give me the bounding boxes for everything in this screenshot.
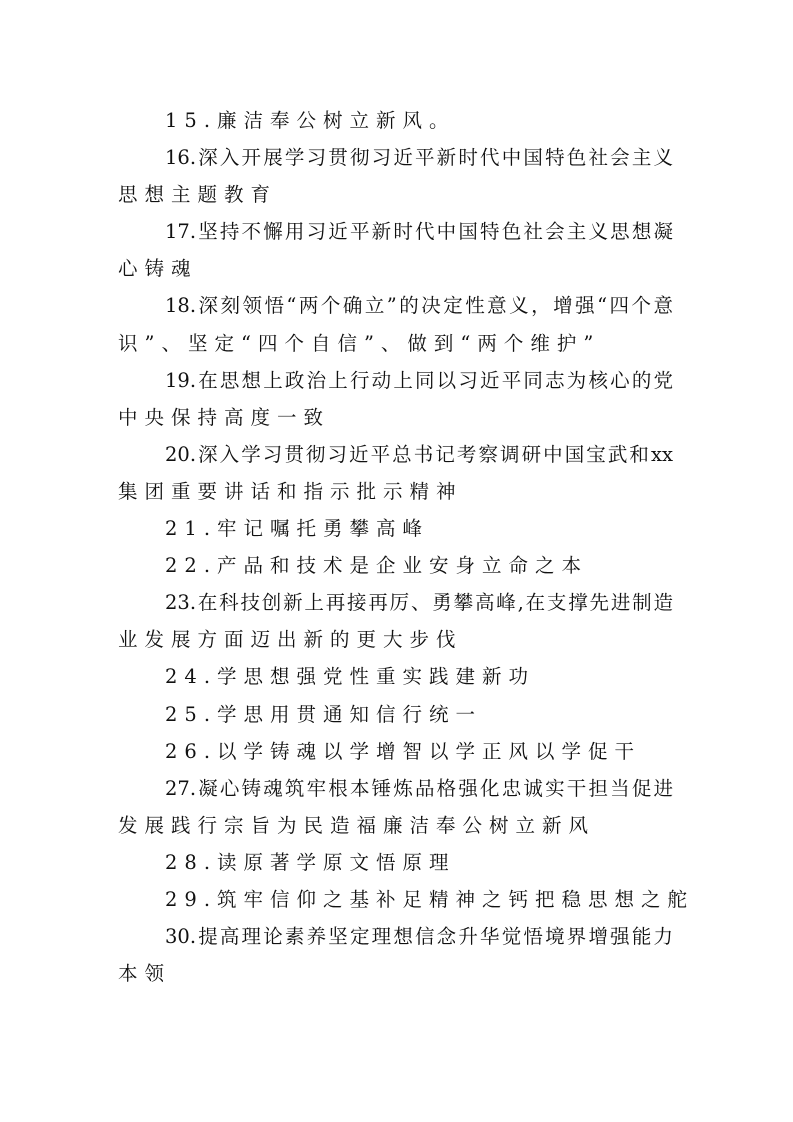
- list-item: [118, 362, 673, 436]
- list-item-text: 18.深刻领悟“两个确立”的决定性意义，增强“四个意: [165, 294, 673, 318]
- list-item-text: 23.在科技创新上再接再厉、勇攀高峰,在支撑先进制造: [165, 591, 673, 615]
- list-item: [118, 658, 673, 695]
- list-item-text: 24.学思想强党性重实践建新功: [165, 665, 536, 689]
- list-item: [118, 770, 673, 844]
- list-item: [118, 733, 673, 770]
- list-item: [118, 918, 673, 992]
- list-item: [118, 844, 673, 881]
- list-item-text: 30.提高理论素养坚定理想信念升华觉悟境界增强能力: [165, 925, 673, 949]
- list-item: [118, 696, 673, 733]
- list-item-text: 22.产品和技术是企业安身立命之本: [165, 554, 589, 578]
- list-item: [118, 436, 673, 510]
- list-item-continuation: 集团重要讲话和指示批示精神: [118, 479, 463, 503]
- list-item-continuation: 业发展方面迈出新的更大步伐: [118, 628, 463, 652]
- list-item-continuation: 思想主题教育: [118, 183, 278, 207]
- list-item-continuation: 识”、坚定“四个自信”、做到“两个维护”: [118, 331, 601, 355]
- list-item-text: 16.深入开展学习贯彻习近平新时代中国特色社会主义: [165, 146, 673, 170]
- list-item: [118, 881, 695, 918]
- list-item: [118, 139, 673, 213]
- list-item: [118, 584, 673, 658]
- list-item-text: 15.廉洁奉公树立新风。: [165, 109, 456, 132]
- list-item-text: 17.坚持不懈用习近平新时代中国特色社会主义思想凝: [165, 220, 673, 244]
- list-item: [118, 102, 673, 139]
- list-item-continuation: 本领: [118, 962, 172, 986]
- list-item: [118, 547, 673, 584]
- list-item-continuation: 中央保持高度一致: [118, 405, 331, 429]
- list-item-text: 27.凝心铸魂筑牢根本锤炼品格强化忠诚实干担当促进: [165, 776, 673, 800]
- list-item-text: 28.读原著学原文悟原理: [165, 850, 456, 874]
- list-item-text: 19.在思想上政治上行动上同以习近平同志为核心的党: [165, 368, 673, 392]
- list-item-text: 29.筑牢信仰之基补足精神之钙把稳思想之舵: [165, 887, 695, 911]
- list-item-text: 25.学思用贯通知信行统一: [165, 702, 483, 726]
- list-item-text: 21.牢记嘱托勇攀高峰: [165, 517, 430, 541]
- document-page: [118, 102, 695, 992]
- list-item-text: 20.深入学习贯彻习近平总书记考察调研中国宝武和xx: [165, 442, 673, 466]
- list-item: [118, 213, 673, 287]
- list-item: [118, 287, 673, 361]
- list-item: [118, 510, 673, 547]
- list-item-continuation: 心铸魂: [118, 257, 198, 281]
- list-item-continuation: 发展践行宗旨为民造福廉洁奉公树立新风: [118, 813, 596, 837]
- list-item-text: 26.以学铸魂以学增智以学正风以学促干: [165, 739, 642, 763]
